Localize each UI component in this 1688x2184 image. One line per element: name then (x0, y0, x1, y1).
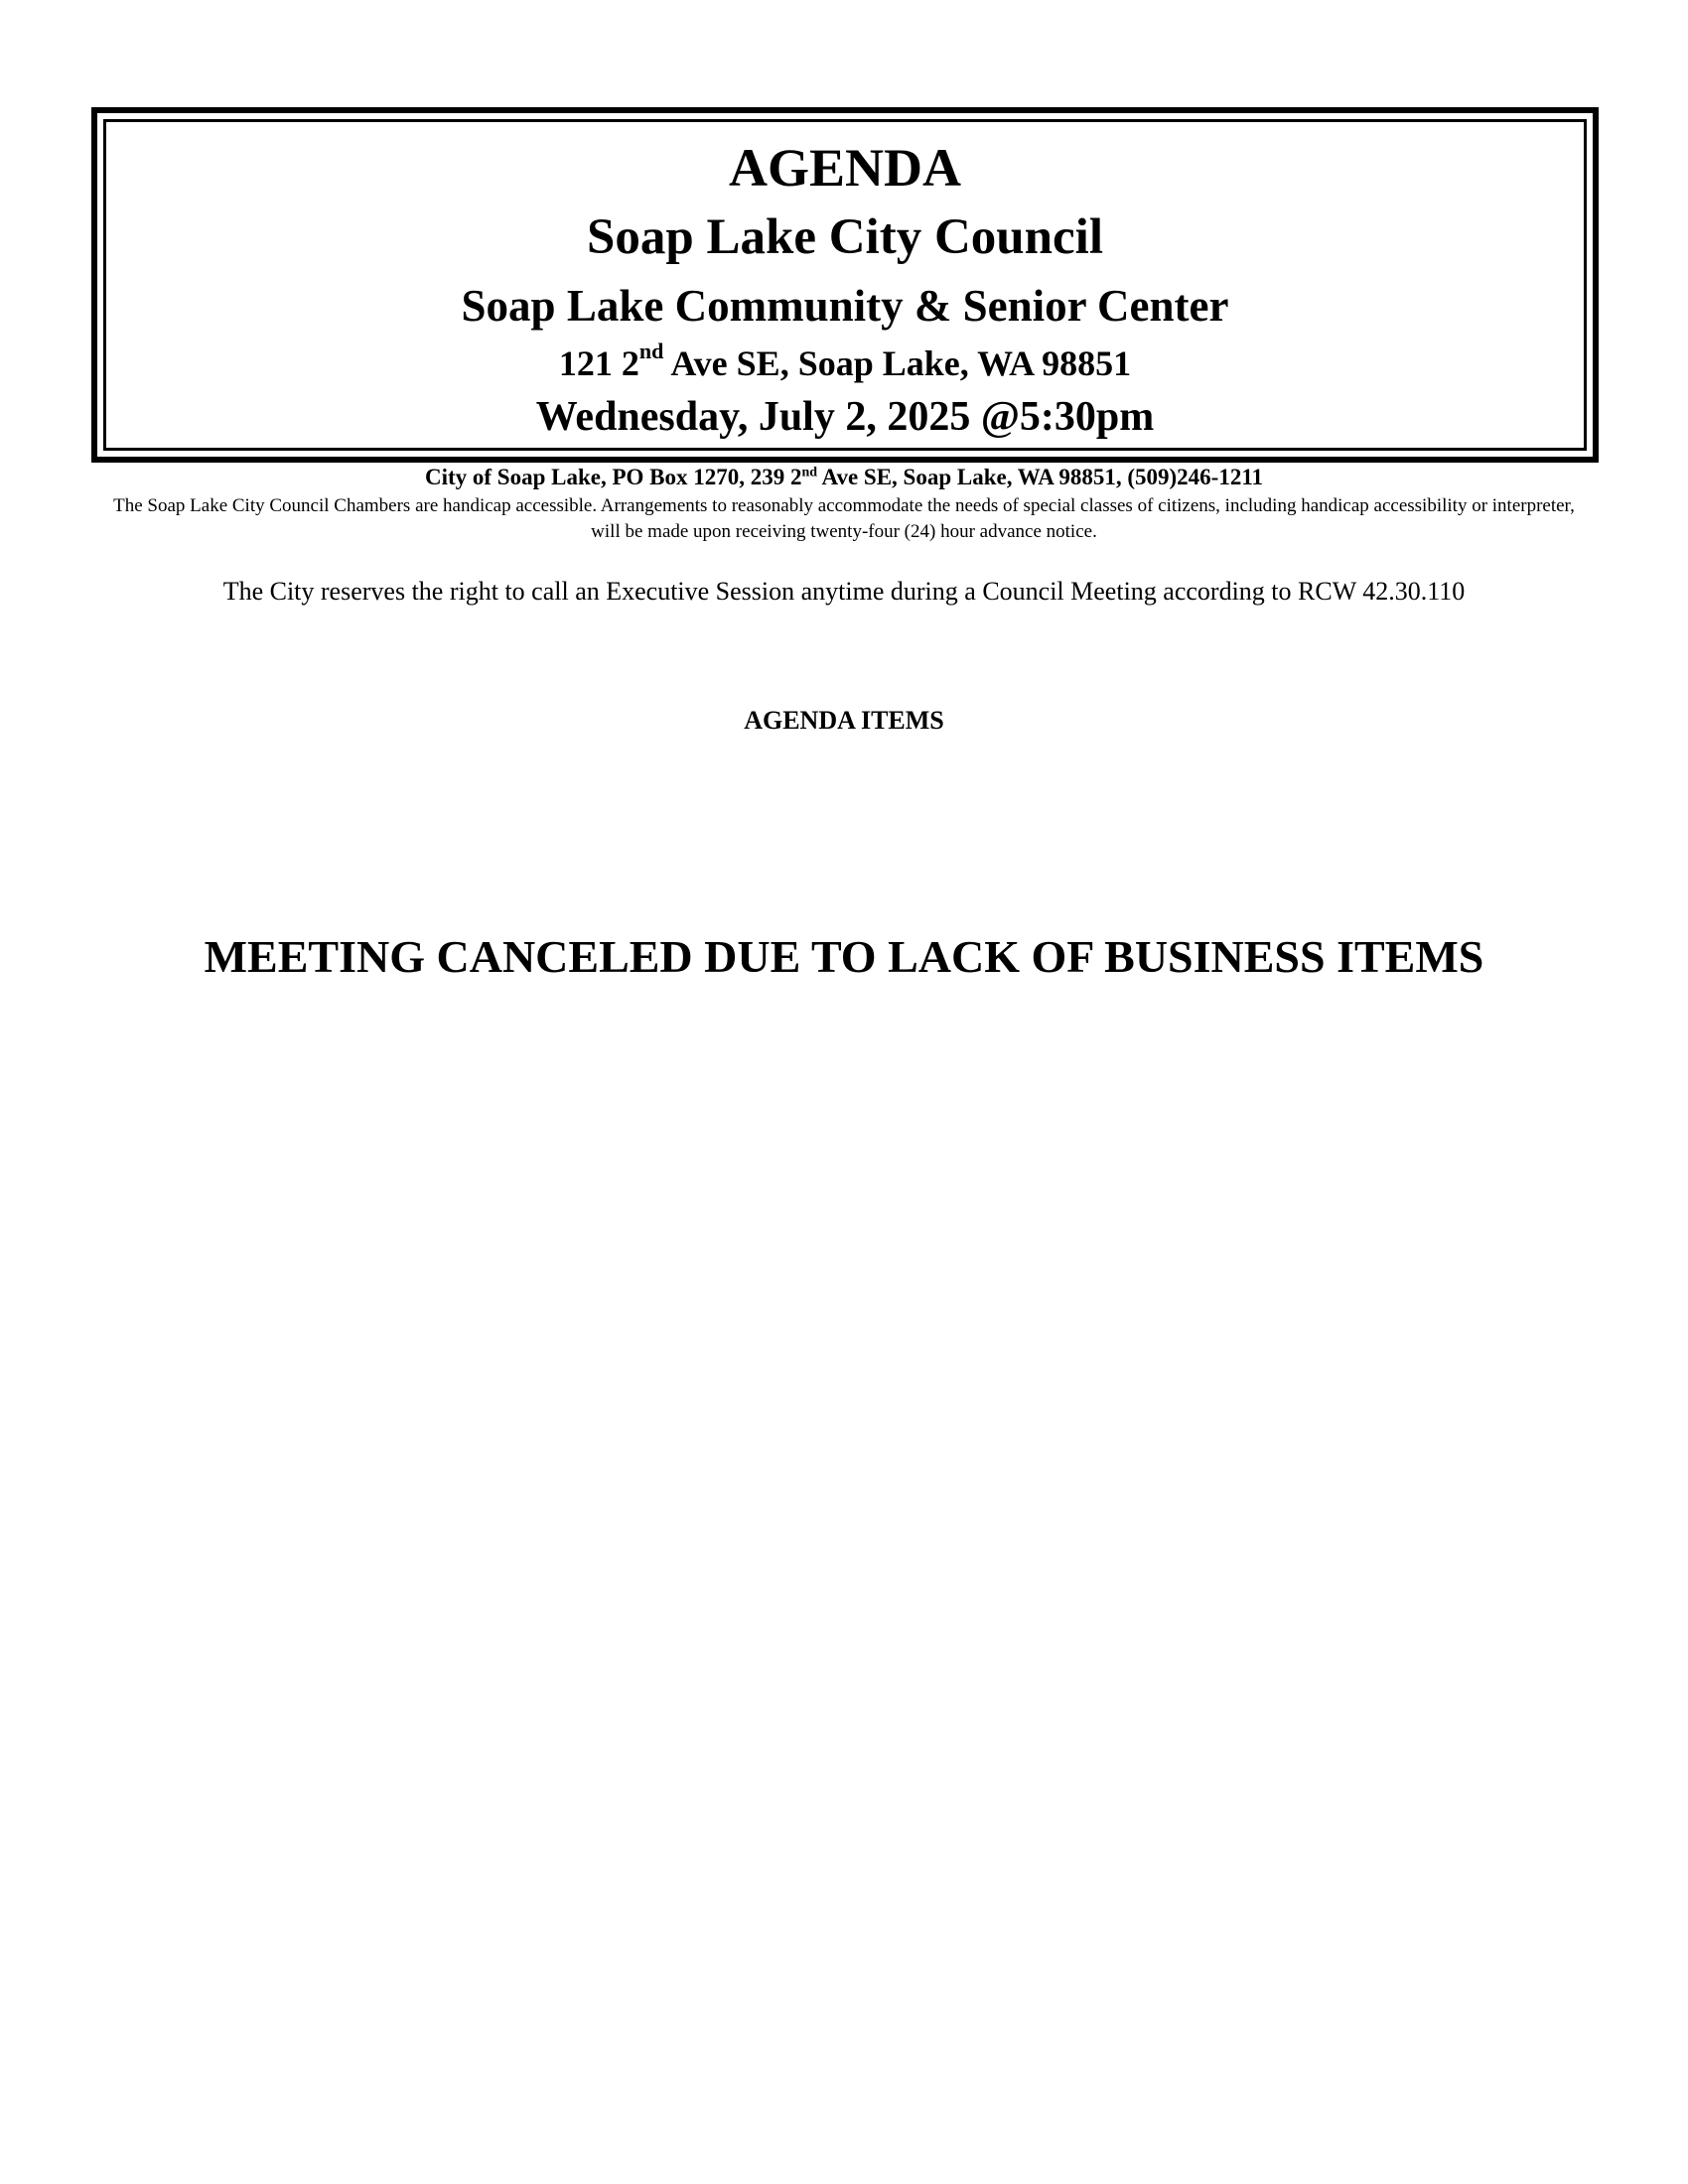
venue-name: Soap Lake Community & Senior Center (461, 281, 1229, 331)
accessibility-note: The Soap Lake City Council Chambers are handicap accessible. Arrangements to reasonably accommodate the needs of special classes of citizens, including handicap accessibility or interpreter, will be made upon receiving twenty-four (24) hour advance notice. (113, 495, 1575, 542)
venue-address-suffix: Ave SE, Soap Lake, WA 98851 (663, 343, 1132, 383)
agenda-header-box (91, 107, 1599, 463)
city-contact-line (0, 463, 1688, 492)
agenda-header-inner-border (103, 119, 1587, 451)
venue-address (97, 336, 1593, 391)
venue-address-prefix: 121 2 (558, 343, 639, 383)
city-contact-suffix: Ave SE, Soap Lake, WA 98851, (509)246-1211 (817, 465, 1264, 489)
venue-address-ordinal: nd (638, 339, 664, 363)
executive-session-note: The City reserves the right to call an Executive Session anytime during a Council Meeting according to RCW 42.30.110 (222, 577, 1466, 606)
meeting-date-time: Wednesday, July 2, 2025 @5:30pm (535, 394, 1155, 440)
cancellation-notice: MEETING CANCELED DUE TO LACK OF BUSINESS ITEMS (204, 931, 1484, 982)
agenda-items-heading: AGENDA ITEMS (744, 706, 944, 735)
city-contact-ordinal: nd (801, 465, 818, 480)
council-name: Soap Lake City Council (586, 209, 1103, 265)
city-contact-prefix: City of Soap Lake, PO Box 1270, 239 2 (424, 465, 802, 489)
agenda-title: AGENDA (728, 138, 961, 198)
